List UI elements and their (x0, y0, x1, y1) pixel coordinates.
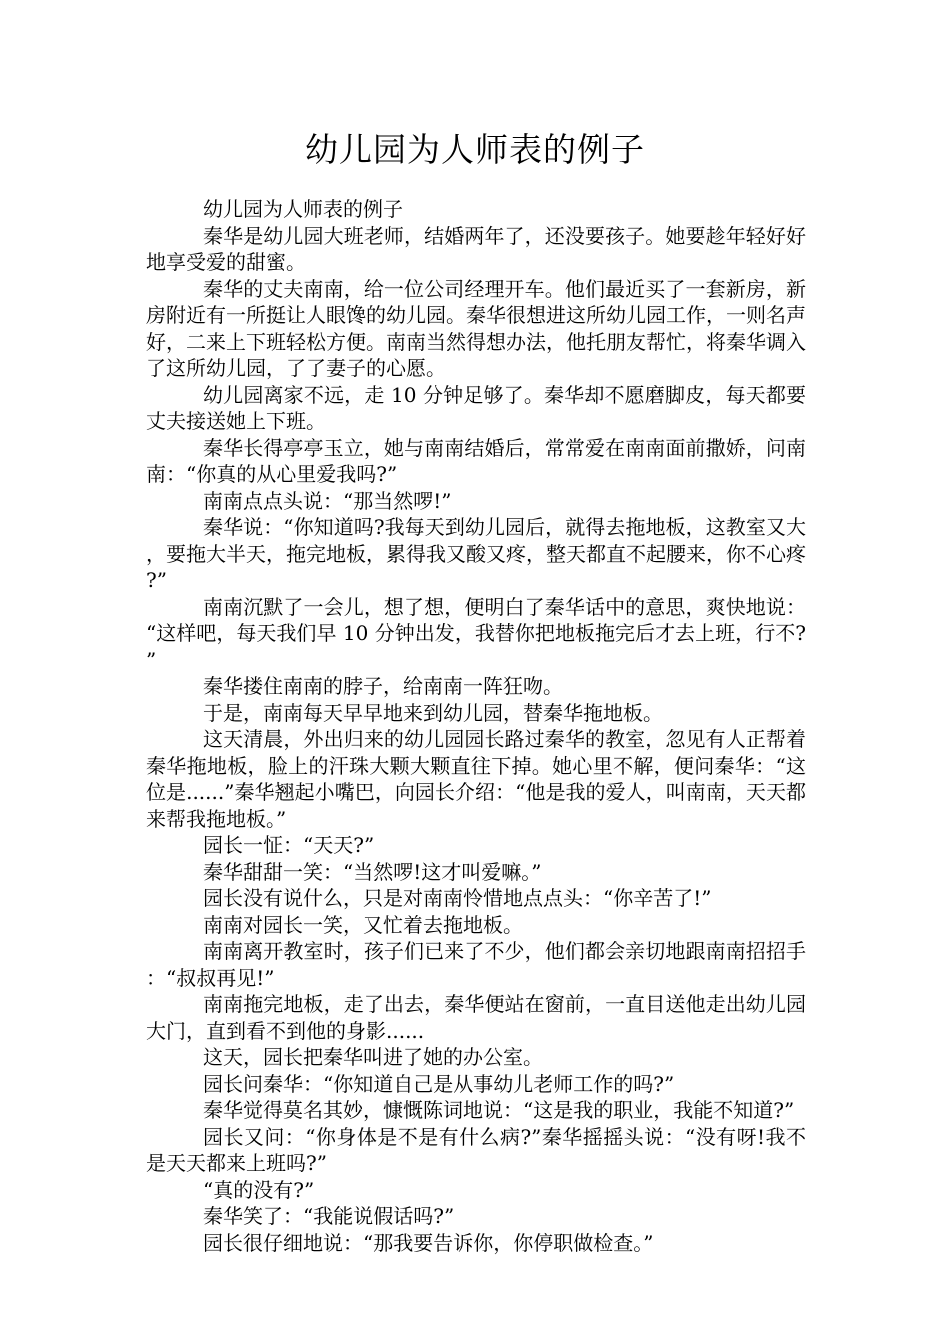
paragraph: 秦华的丈夫南南，给一位公司经理开车。他们最近买了一套新房，新房附近有一所挺让人眼馋的幼儿园。秦华很想进这所幼儿园工作，一则名声好，二来上下班轻松方便。南南当然得想办法，他托朋友帮忙，将秦华调入了这所幼儿园，了了妻子的心愿。 (146, 276, 806, 380)
paragraph: 于是，南南每天早早地来到幼儿园，替秦华拖地板。 (203, 700, 663, 725)
paragraph: 幼儿园为人师表的例子 (203, 197, 403, 221)
paragraph: 园长一怔：“天天?” (203, 833, 375, 857)
paragraph: 南南点点头说：“那当然啰!” (203, 488, 452, 513)
paragraph: 秦华长得亭亭玉立，她与南南结婚后，常常爱在南南面前撒娇，问南南：“你真的从心里爱我吗?” (146, 435, 806, 486)
paragraph: 秦华甜甜一笑：“当然啰!这才叫爱嘛。” (203, 859, 542, 884)
paragraph: 南南拖完地板，走了出去，秦华便站在窗前，一直目送他走出幼儿园大门，直到看不到他的身影...... (146, 992, 806, 1043)
paragraph: 秦华觉得莫名其妙，慷慨陈词地说：“这是我的职业，我能不知道?” (203, 1098, 795, 1122)
document-body (146, 196, 806, 1256)
paragraph: 秦华搂住南南的脖子，给南南一阵狂吻。 (203, 674, 563, 698)
paragraph: 秦华是幼儿园大班老师，结婚两年了，还没要孩子。她要趁年轻好好地享受爱的甜蜜。 (146, 223, 806, 274)
paragraph: “真的没有?” (203, 1177, 315, 1202)
paragraph: 这天清晨，外出归来的幼儿园园长路过秦华的教室，忽见有人正帮着秦华拖地板，脸上的汗珠大颗大颗直往下掉。她心里不解，便问秦华：“这位是......”秦华翘起小嘴巴，向园长介绍：“他是我的爱人，叫南南，天天都来帮我拖地板。” (146, 727, 806, 831)
paragraph: 秦华笑了：“我能说假话吗?” (203, 1204, 455, 1228)
paragraph: 这天，园长把秦华叫进了她的办公室。 (203, 1045, 543, 1069)
paragraph: 园长又问：“你身体是不是有什么病?”秦华摇摇头说：“没有呀!我不是天天都来上班吗?” (146, 1124, 806, 1175)
paragraph: 园长很仔细地说：“那我要告诉你，你停职做检查。” (203, 1230, 654, 1255)
paragraph: 园长没有说什么，只是对南南怜惜地点点头：“你辛苦了!” (203, 886, 712, 910)
paragraph: 南南离开教室时，孩子们已来了不少，他们都会亲切地跟南南招招手：“叔叔再见!” (146, 939, 806, 990)
paragraph: 南南对园长一笑，又忙着去拖地板。 (203, 912, 523, 937)
document-title: 幼儿园为人师表的例子 (305, 130, 645, 169)
paragraph: 秦华说：“你知道吗?我每天到幼儿园后，就得去拖地板，这教室又大，要拖大半天，拖完地板，累得我又酸又疼，整天都直不起腰来，你不心疼?” (146, 515, 806, 592)
paragraph: 园长问秦华：“你知道自己是从事幼儿老师工作的吗?” (203, 1071, 675, 1096)
paragraph: 幼儿园离家不远，走 10 分钟足够了。秦华却不愿磨脚皮，每天都要丈夫接送她上下班。 (146, 382, 806, 433)
paragraph: 南南沉默了一会儿，想了想，便明白了秦华话中的意思，爽快地说：“这样吧，每天我们早 10 分钟出发，我替你把地板拖完后才去上班，行不?” (146, 594, 806, 672)
